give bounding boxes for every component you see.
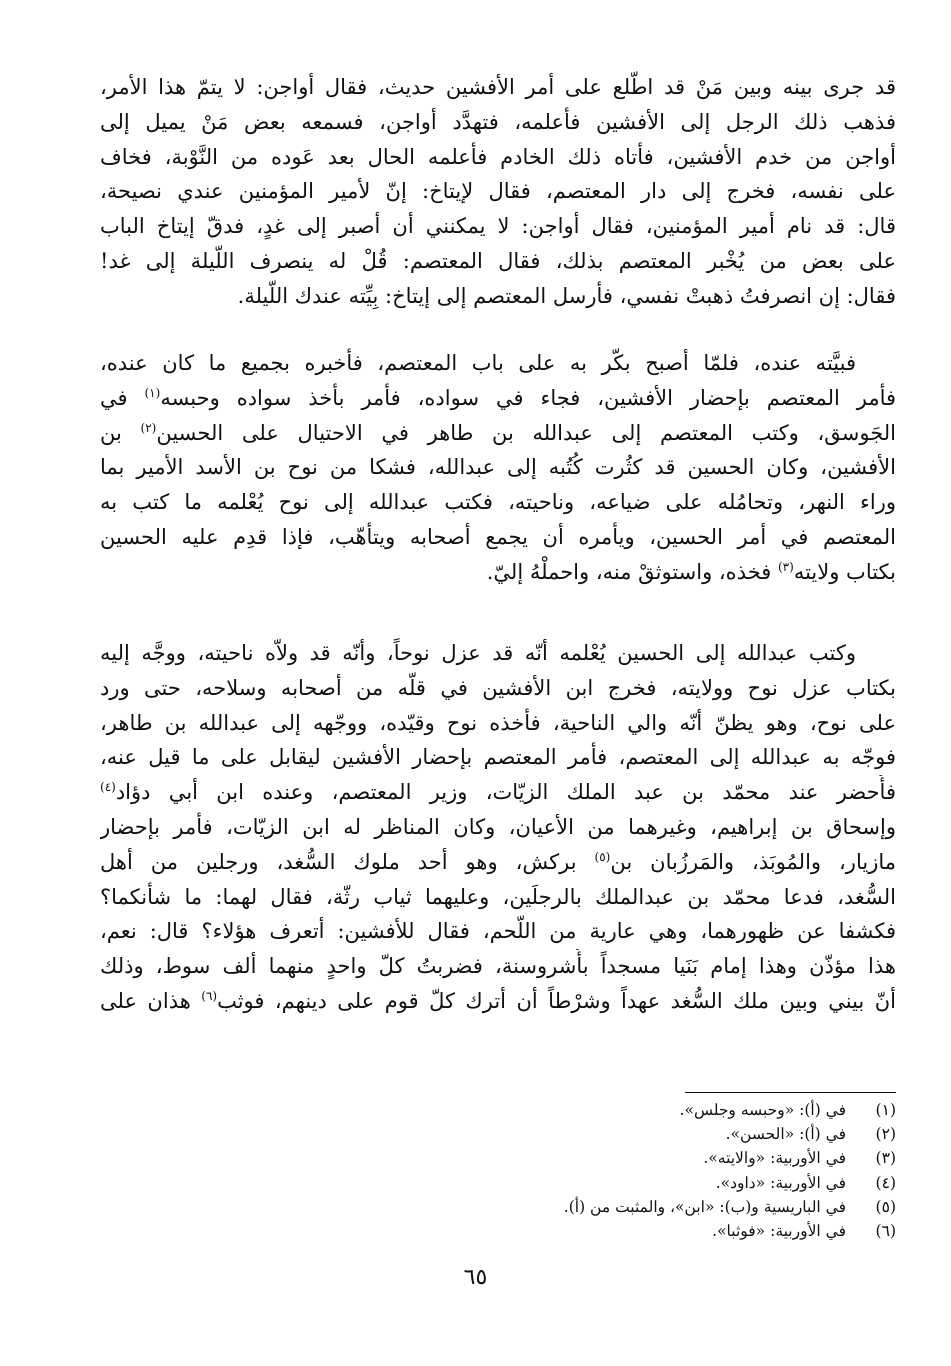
line-text: في <box>100 385 145 410</box>
paragraph-3 <box>100 636 896 1019</box>
footnote-text: في (أ): «الحسن». <box>725 1125 846 1144</box>
text-line: فوجّه به عبدالله إلى المعتصم، فأمر المعتصم بإحضار الأفشين ليقابل على ما قيل عنه، <box>100 745 896 770</box>
footnote-separator <box>685 1092 896 1093</box>
text-line <box>100 984 896 1019</box>
footnote-number: (٤) <box>875 1173 896 1192</box>
text-line: قال: قد نام أمير المؤمنين، فقال أواجن: لا يمكنني أن أصبر إلى غدٍ، فدقّ إيتاخ الباب <box>100 214 896 239</box>
footnote-text: في (أ): «وحبسه وجلس». <box>679 1101 846 1119</box>
text-line: قد جرى بينه وبين مَنْ قد اطّلع على أمر الأفشين حديث، فقال أواجن: لا يتمّ هذا الأمر، <box>100 75 896 99</box>
text-line: فكشفا عن ظهورهما، وهي عارية من اللّحم، فقال للأفشين: أتعرف هؤلاء؟ قال: نعم، <box>100 919 896 944</box>
text-line: هذا مؤذّن وهذا إمام بَنَيا مسجداً بأُشروسنة، فضربتُ كلّ واحدٍ منهما ألف سوط، وذلك <box>100 954 896 979</box>
footnote-ref-5: (٥) <box>594 849 611 864</box>
footnote-ref-6: (٦) <box>201 988 218 1003</box>
footnote-ref-1: (١) <box>144 385 161 400</box>
line-text: مازيار، والمُوبَذ، والمَرزُبان بن <box>610 849 896 874</box>
footnote-item <box>400 1146 896 1170</box>
text-line: فبيَّته عنده، فلمّا أصبح بكّر به على باب المعتصم، فأخبره بجميع ما كان عنده، <box>100 351 856 375</box>
footnote-ref-4: (٤) <box>100 780 116 795</box>
text-line: فقال: إن انصرفتُ ذهبتْ نفسي، فأرسل المعتصم إلى إيتاخ: بِيِّته عندك اللّيلة. <box>237 283 896 308</box>
paragraph-2 <box>100 346 896 590</box>
text-line: فذهب ذلك الرجل إلى الأفشين فأعلمه، فتهدَّد أواجن، فسمعه بعض مَنْ يميل إلى <box>100 109 896 134</box>
footnote-text: في الباريسية و(ب): «ابن»، والمثبت من (أ). <box>563 1197 846 1216</box>
line-text: بكتاب ولايته <box>793 559 896 584</box>
footnote-number: (٥) <box>875 1197 896 1216</box>
paragraph-1 <box>100 70 896 314</box>
line-text: فأُحضر عند محمّد بن عبد الملك الزيّات، وزير المعتصم، وعنده ابن أبي دؤاد <box>115 780 896 805</box>
text-line: المعتصم في أمر الحسين، ويأمره أن يجمع أصحابه ويتأهّب، فإذا قدِم عليه الحسين <box>100 524 896 549</box>
text-line: على نفسه، فخرج إلى دار المعتصم، فقال لإيتاخ: إنّ لأمير المؤمنين عندي نصيحة، <box>100 179 896 204</box>
line-text: هذان على <box>100 988 202 1013</box>
text-line <box>100 845 896 880</box>
line-text: فخذه، واستوثقْ منه، واحملْهُ إليّ. <box>486 559 778 584</box>
footnote-item <box>400 1219 896 1243</box>
page-number: ٦٥ <box>463 1265 488 1290</box>
line-text: بن <box>100 420 141 445</box>
line-text: الجَوسق، وكتب المعتصم إلى عبدالله بن طاهر في الاحتيال على الحسين <box>156 420 896 445</box>
footnote-number: (٦) <box>875 1221 896 1240</box>
footnotes <box>400 1098 896 1243</box>
text-line: الأفشين، وكان الحسين قد كثُرت كُتُبه إلى عبدالله، فشكا من نوح بن الأسد الأمير بما <box>100 455 896 480</box>
text-line: بكتاب عزل نوح وولايته، فخرج ابن الأفشين في قلّه من أصحابه وسلاحه، حتى ورد <box>100 675 896 700</box>
text-line: وكتب عبدالله إلى الحسين يُعْلمه أنّه قد عزل نوحاً، وأنّه قد ولاّه ناحيته، ووجَّه إليه <box>100 641 856 665</box>
line-text: بركش، وهو أحد ملوك السُّغد، ورجلين من أهل <box>100 849 595 874</box>
footnote-item <box>400 1122 896 1146</box>
text-line <box>100 416 896 451</box>
text-line <box>100 555 896 590</box>
text-line <box>100 775 896 810</box>
footnote-text: في الأوربية: «والايته». <box>703 1149 846 1168</box>
footnote-text: في الأوربية: «داود». <box>715 1173 846 1192</box>
text-line: على نوح، وهو يظنّ أنّه والي الناحية، فأخذه نوح وقيّده، ووجّهه إلى عبدالله بن طاهر، <box>100 710 896 735</box>
text-line: وإسحاق بن إبراهيم، وغيرهما من الأعيان، وكان المناظر له ابن الزيّات، فأمر بإحضار <box>100 814 896 839</box>
footnote-number: (٢) <box>875 1125 896 1144</box>
line-text: فأمر المعتصم بإحضار الأفشين، فجاء في سواده، فأمر بأخذ سواده وحبسه <box>160 385 896 410</box>
footnote-ref-3: (٣) <box>777 559 794 574</box>
footnote-number: (٣) <box>875 1149 896 1168</box>
footnote-text: في الأوربية: «فوثبا». <box>712 1221 846 1240</box>
footnote-item <box>400 1195 896 1219</box>
text-line: على بعض من يُخْبر المعتصم بذلك، فقال المعتصم: قُلْ له ينصرف اللّيلة إلى غد! <box>100 248 896 273</box>
text-line: وراء النهر، وتحامُله على ضياعه، وناحيته، فكتب عبدالله إلى نوح يُعْلمه ما كتب به <box>100 490 896 515</box>
text-line: أواجن من خدم الأفشين، فأتاه ذلك الخادم فأعلمه الحال بعد عَوده من النَّوْبة، فخاف <box>100 144 896 169</box>
text-line <box>100 381 896 416</box>
footnote-item <box>400 1171 896 1195</box>
line-text: أنّ بيني وبين ملك السُّغد عهداً وشرْطاً أن أترك كلّ قوم على دينهم، فوثب <box>217 988 896 1013</box>
footnote-item <box>400 1098 896 1122</box>
footnote-ref-2: (٢) <box>140 420 157 435</box>
footnote-number: (١) <box>875 1101 896 1119</box>
text-line: السُّغد، فدعا محمّد بن عبدالملك بالرجلَين، وعليهما ثياب رثّة، فقال لهما: ما شأنكما؟ <box>100 884 896 909</box>
